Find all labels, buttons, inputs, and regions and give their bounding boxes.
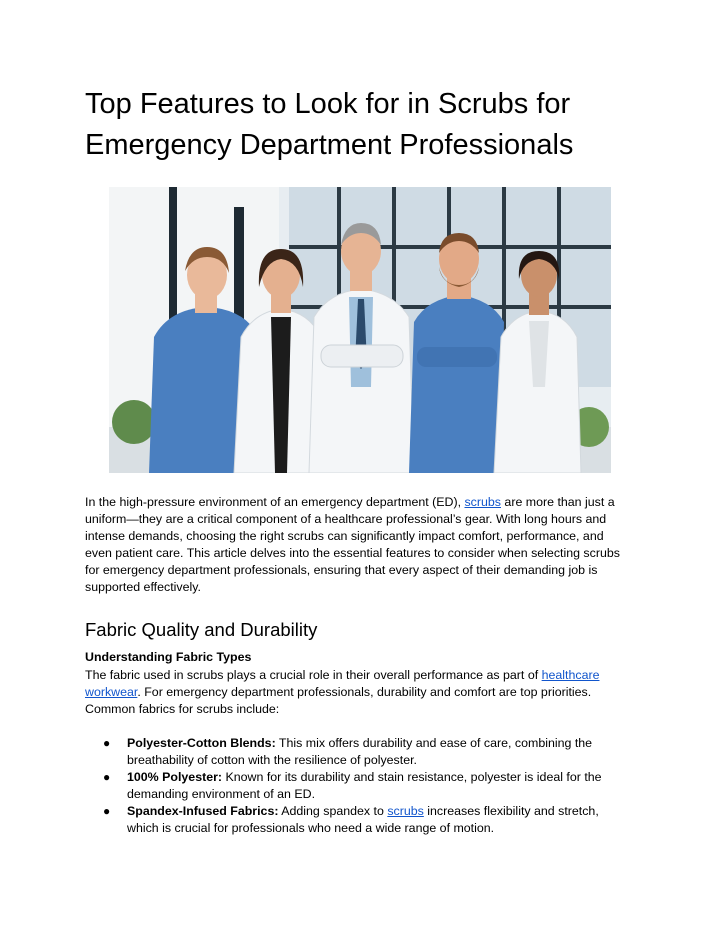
list-item-label: Polyester-Cotton Blends: <box>127 736 276 750</box>
hero-photo <box>109 187 611 473</box>
section-text-start: The fabric used in scrubs plays a crucial role in their overall performance as part of <box>85 668 542 682</box>
intro-text-start: In the high-pressure environment of an emergency department (ED), <box>85 495 465 509</box>
list-item-text-end: increases flexibility and stretch, which is crucial for professionals who need a wide range of motion. <box>127 804 599 835</box>
list-item <box>85 803 630 837</box>
section-heading: Fabric Quality and Durability <box>85 619 318 640</box>
section-paragraph <box>85 667 630 718</box>
list-item-text: Known for its durability and stain resistance, polyester is ideal for the demanding environment of an ED. <box>127 770 602 801</box>
intro-paragraph <box>85 494 630 596</box>
list-item-text: This mix offers durability and ease of care, combining the breathability of cotton with the resilience of polyester. <box>127 736 593 767</box>
staff-photo-illustration <box>109 187 611 473</box>
page-title: Top Features to Look for in Scrubs for Emergency Department Professionals <box>85 88 574 161</box>
healthcare-workwear-link[interactable]: healthcare workwear <box>85 668 600 699</box>
bullet-icon: ● <box>103 770 111 784</box>
list-item <box>85 735 630 769</box>
list-item <box>85 769 630 803</box>
bullet-icon: ● <box>103 736 111 750</box>
bullet-icon: ● <box>103 804 111 818</box>
list-item-text: Adding spandex to <box>278 804 388 818</box>
fabric-list <box>85 735 630 837</box>
list-item-label: Spandex-Infused Fabrics: <box>127 804 279 818</box>
list-item-label: 100% Polyester: <box>127 770 223 784</box>
scrubs-link-2[interactable]: scrubs <box>387 804 424 818</box>
section-text-end: . For emergency department professionals, durability and comfort are top priorities. Common fabrics for scrubs include: <box>85 685 592 716</box>
scrubs-link[interactable]: scrubs <box>464 495 501 509</box>
intro-text-end: are more than just a uniform—they are a critical component of a healthcare professional’s gear. With long hours and intense demands, choosing the right scrubs can significantly impact comfort, performance, and even patient care. This article delves into the essential features to consider when selecting scrubs for emergency department professionals, ensuring that every aspect of their demanding job is supported effectively. <box>85 495 620 594</box>
section-subheading: Understanding Fabric Types <box>85 650 252 664</box>
